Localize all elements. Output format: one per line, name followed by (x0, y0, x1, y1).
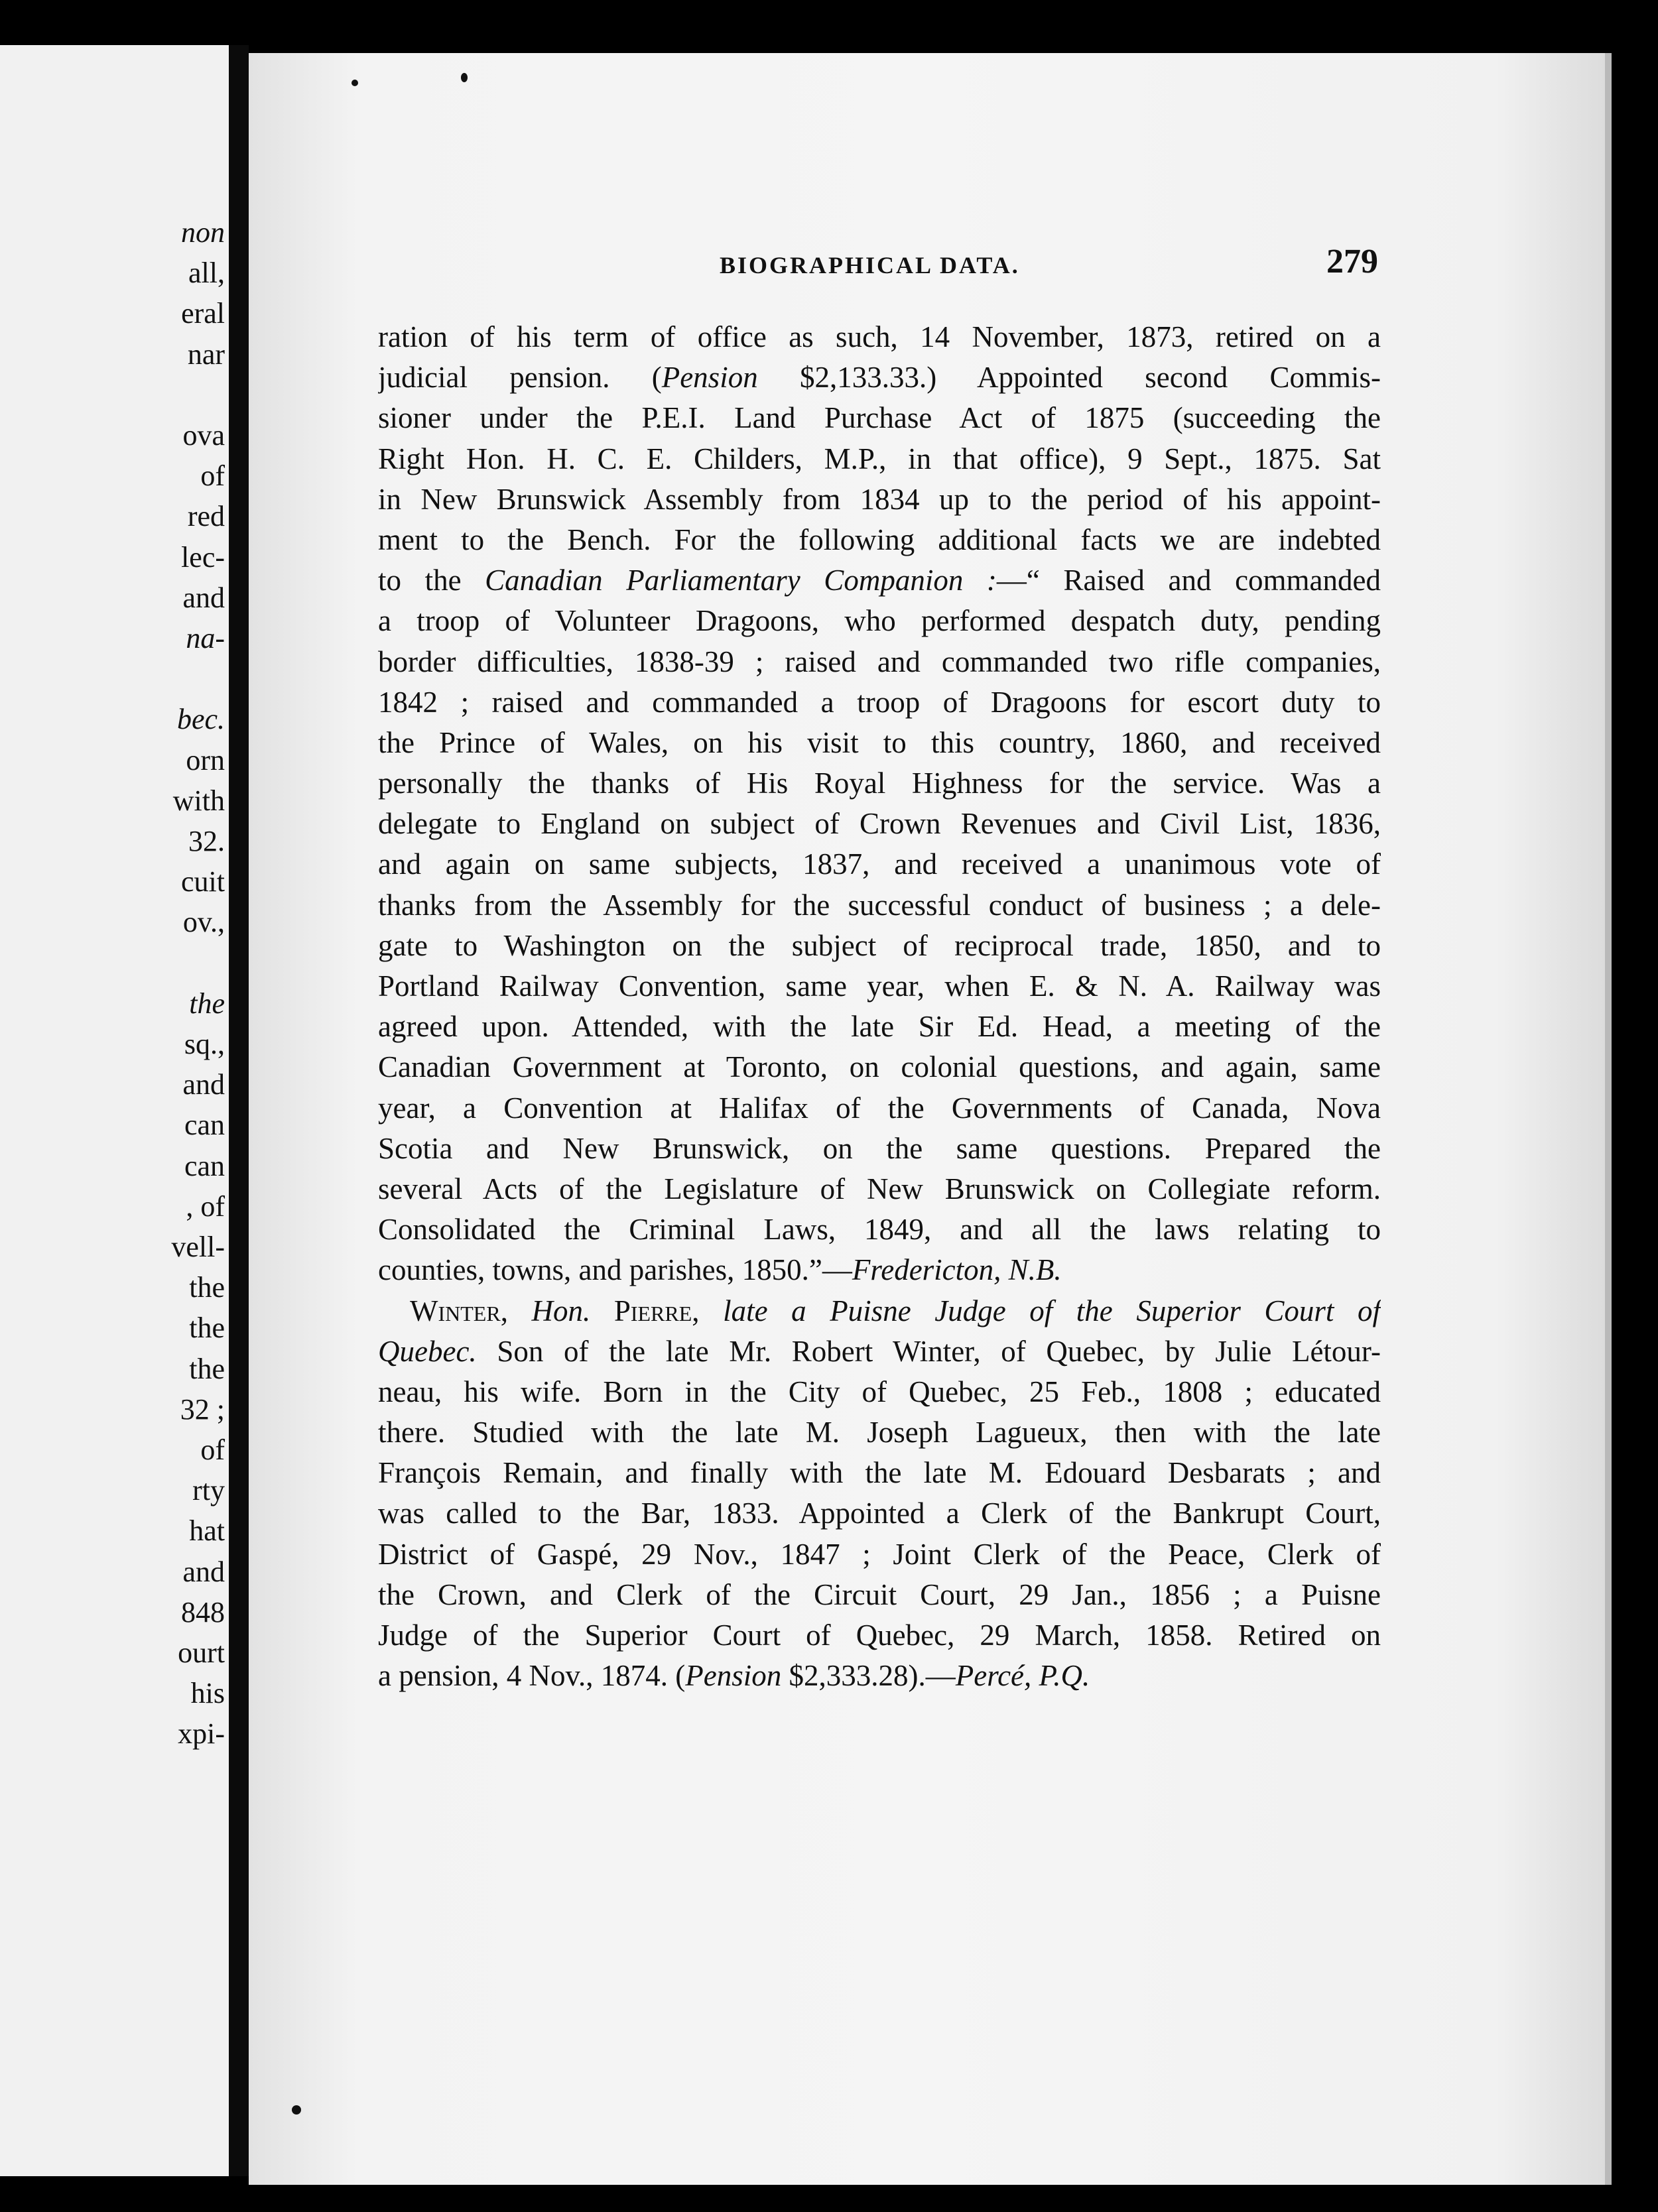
margin-text-fragment: can (184, 1149, 225, 1182)
margin-text-fragment: rty (192, 1474, 225, 1507)
text-line: Judge of the Superior Court of Quebec, 29 March, 1858. Retired on (378, 1619, 1381, 1652)
margin-text-fragment: and (182, 1068, 225, 1101)
margin-text-fragment: the (189, 1352, 225, 1385)
text-line: year, a Convention at Halifax of the Governments of Canada, Nova (378, 1091, 1381, 1125)
text-line: sioner under the P.E.I. Land Purchase Act of 1875 (succeeding the (378, 401, 1381, 435)
text-line: Right Hon. H. C. E. Childers, M.P., in that office), 9 Sept., 1875. Sat (378, 442, 1381, 475)
facing-page-fragment (0, 45, 229, 2176)
margin-text-fragment: lec- (181, 540, 225, 574)
text-line: François Remain, and finally with the late M. Edouard Desbarats ; and (378, 1456, 1381, 1490)
entry-heading-line: Winter, Hon. Pierre, late a Puisne Judge of the Superior Court of (410, 1294, 1381, 1327)
margin-text-fragment: ova (182, 419, 225, 452)
margin-text-fragment: eral (181, 297, 225, 330)
body-text (378, 317, 1381, 1696)
text-line: and again on same subjects, 1837, and received a unanimous vote of (378, 847, 1381, 881)
margin-text-fragment: ov., (182, 906, 225, 939)
margin-text-fragment: non (181, 216, 225, 249)
margin-text-fragment: his (190, 1677, 225, 1710)
text-line: the Prince of Wales, on his visit to this country, 1860, and received (378, 725, 1381, 759)
margin-text-fragment: na- (186, 622, 225, 654)
text-line: to the Canadian Parliamentary Companion :—“ Raised and commanded (378, 564, 1381, 597)
margin-text-fragment: with (172, 784, 225, 817)
margin-text-fragment: 848 (181, 1595, 225, 1628)
text-line: counties, towns, and parishes, 1850.”—Fredericton, N.B. (378, 1253, 1062, 1287)
ink-speck (292, 2105, 301, 2115)
text-line: delegate to England on subject of Crown Revenues and Civil List, 1836, (378, 807, 1381, 841)
margin-text-fragment: of (200, 460, 225, 493)
margin-text-fragment: sq., (184, 1028, 225, 1060)
margin-text-fragment: 32. (188, 825, 225, 857)
text-line: border difficulties, 1838-39 ; raised and commanded two rifle companies, (378, 645, 1381, 678)
margin-text-fragment: red (187, 500, 225, 533)
text-line: gate to Washington on the subject of reciprocal trade, 1850, and to (378, 928, 1381, 962)
text-line: there. Studied with the late M. Joseph Lagueux, then with the late (378, 1416, 1381, 1449)
margin-text-fragment: bec. (176, 703, 225, 736)
text-line: Quebec. Son of the late Mr. Robert Winter, of Quebec, by Julie Létour- (378, 1334, 1381, 1368)
page-number: 279 (1326, 243, 1378, 280)
text-line: Scotia and New Brunswick, on the same questions. Prepared the (378, 1131, 1381, 1165)
margin-text-fragment: nar (187, 338, 225, 371)
margin-text-fragment: ourt (178, 1636, 225, 1669)
ink-speck (351, 80, 358, 86)
margin-text-fragment: and (182, 1555, 225, 1588)
text-line: the Crown, and Clerk of the Circuit Court, 29 Jan., 1856 ; a Puisne (378, 1577, 1381, 1611)
margin-text-fragment: 32 ; (180, 1392, 225, 1426)
margin-text-fragment: the (189, 1312, 225, 1345)
text-line: several Acts of the Legislature of New Brunswick on Collegiate reform. (378, 1172, 1381, 1205)
margin-text-fragment: , of (186, 1190, 225, 1223)
ink-speck (461, 73, 468, 82)
margin-text-fragment: hat (189, 1514, 225, 1548)
margin-text-fragment: all, (188, 257, 225, 290)
margin-text-fragment: vell- (171, 1231, 225, 1263)
text-line: Canadian Government at Toronto, on colonial questions, and again, same (378, 1050, 1381, 1084)
text-line: thanks from the Assembly for the successful conduct of business ; a dele- (378, 888, 1381, 922)
text-line: 1842 ; raised and commanded a troop of Dragoons for escort duty to (378, 685, 1381, 719)
text-line: ment to the Bench. For the following additional facts we are indebted (378, 522, 1381, 556)
text-line: District of Gaspé, 29 Nov., 1847 ; Joint Clerk of the Peace, Clerk of (378, 1537, 1381, 1571)
text-line: a troop of Volunteer Dragoons, who performed despatch duty, pending (378, 604, 1381, 638)
text-line: agreed upon. Attended, with the late Sir Ed. Head, a meeting of the (378, 1010, 1381, 1044)
margin-text-fragment: cuit (181, 865, 225, 898)
book-gutter (229, 45, 249, 2176)
text-line: in New Brunswick Assembly from 1834 up to the period of his appoint- (378, 482, 1381, 516)
margin-text-fragment: can (184, 1109, 225, 1142)
text-line: Consolidated the Criminal Laws, 1849, and all the laws relating to (378, 1213, 1381, 1247)
margin-text-fragment: of (200, 1434, 225, 1466)
margin-text-fragment: xpi- (178, 1717, 225, 1751)
text-line: judicial pension. (Pension $2,133.33.) Appointed second Commis- (378, 361, 1381, 395)
text-line: ration of his term of office as such, 14 November, 1873, retired on a (378, 320, 1381, 353)
text-line: Portland Railway Convention, same year, when E. & N. A. Railway was (378, 969, 1381, 1003)
text-line: a pension, 4 Nov., 1874. (Pension $2,333.28).—Percé, P.Q. (378, 1659, 1090, 1693)
text-line: neau, his wife. Born in the City of Quebec, 25 Feb., 1808 ; educated (378, 1375, 1381, 1408)
margin-text-fragment: orn (186, 743, 225, 776)
running-head: BIOGRAPHICAL DATA. (720, 252, 1020, 278)
margin-text-fragment: and (182, 581, 225, 614)
text-line: personally the thanks of His Royal Highness for the service. Was a (378, 767, 1381, 800)
margin-text-fragment: the (189, 987, 225, 1020)
text-line: was called to the Bar, 1833. Appointed a Clerk of the Bankrupt Court, (378, 1497, 1381, 1530)
margin-text-fragment: the (189, 1271, 225, 1304)
